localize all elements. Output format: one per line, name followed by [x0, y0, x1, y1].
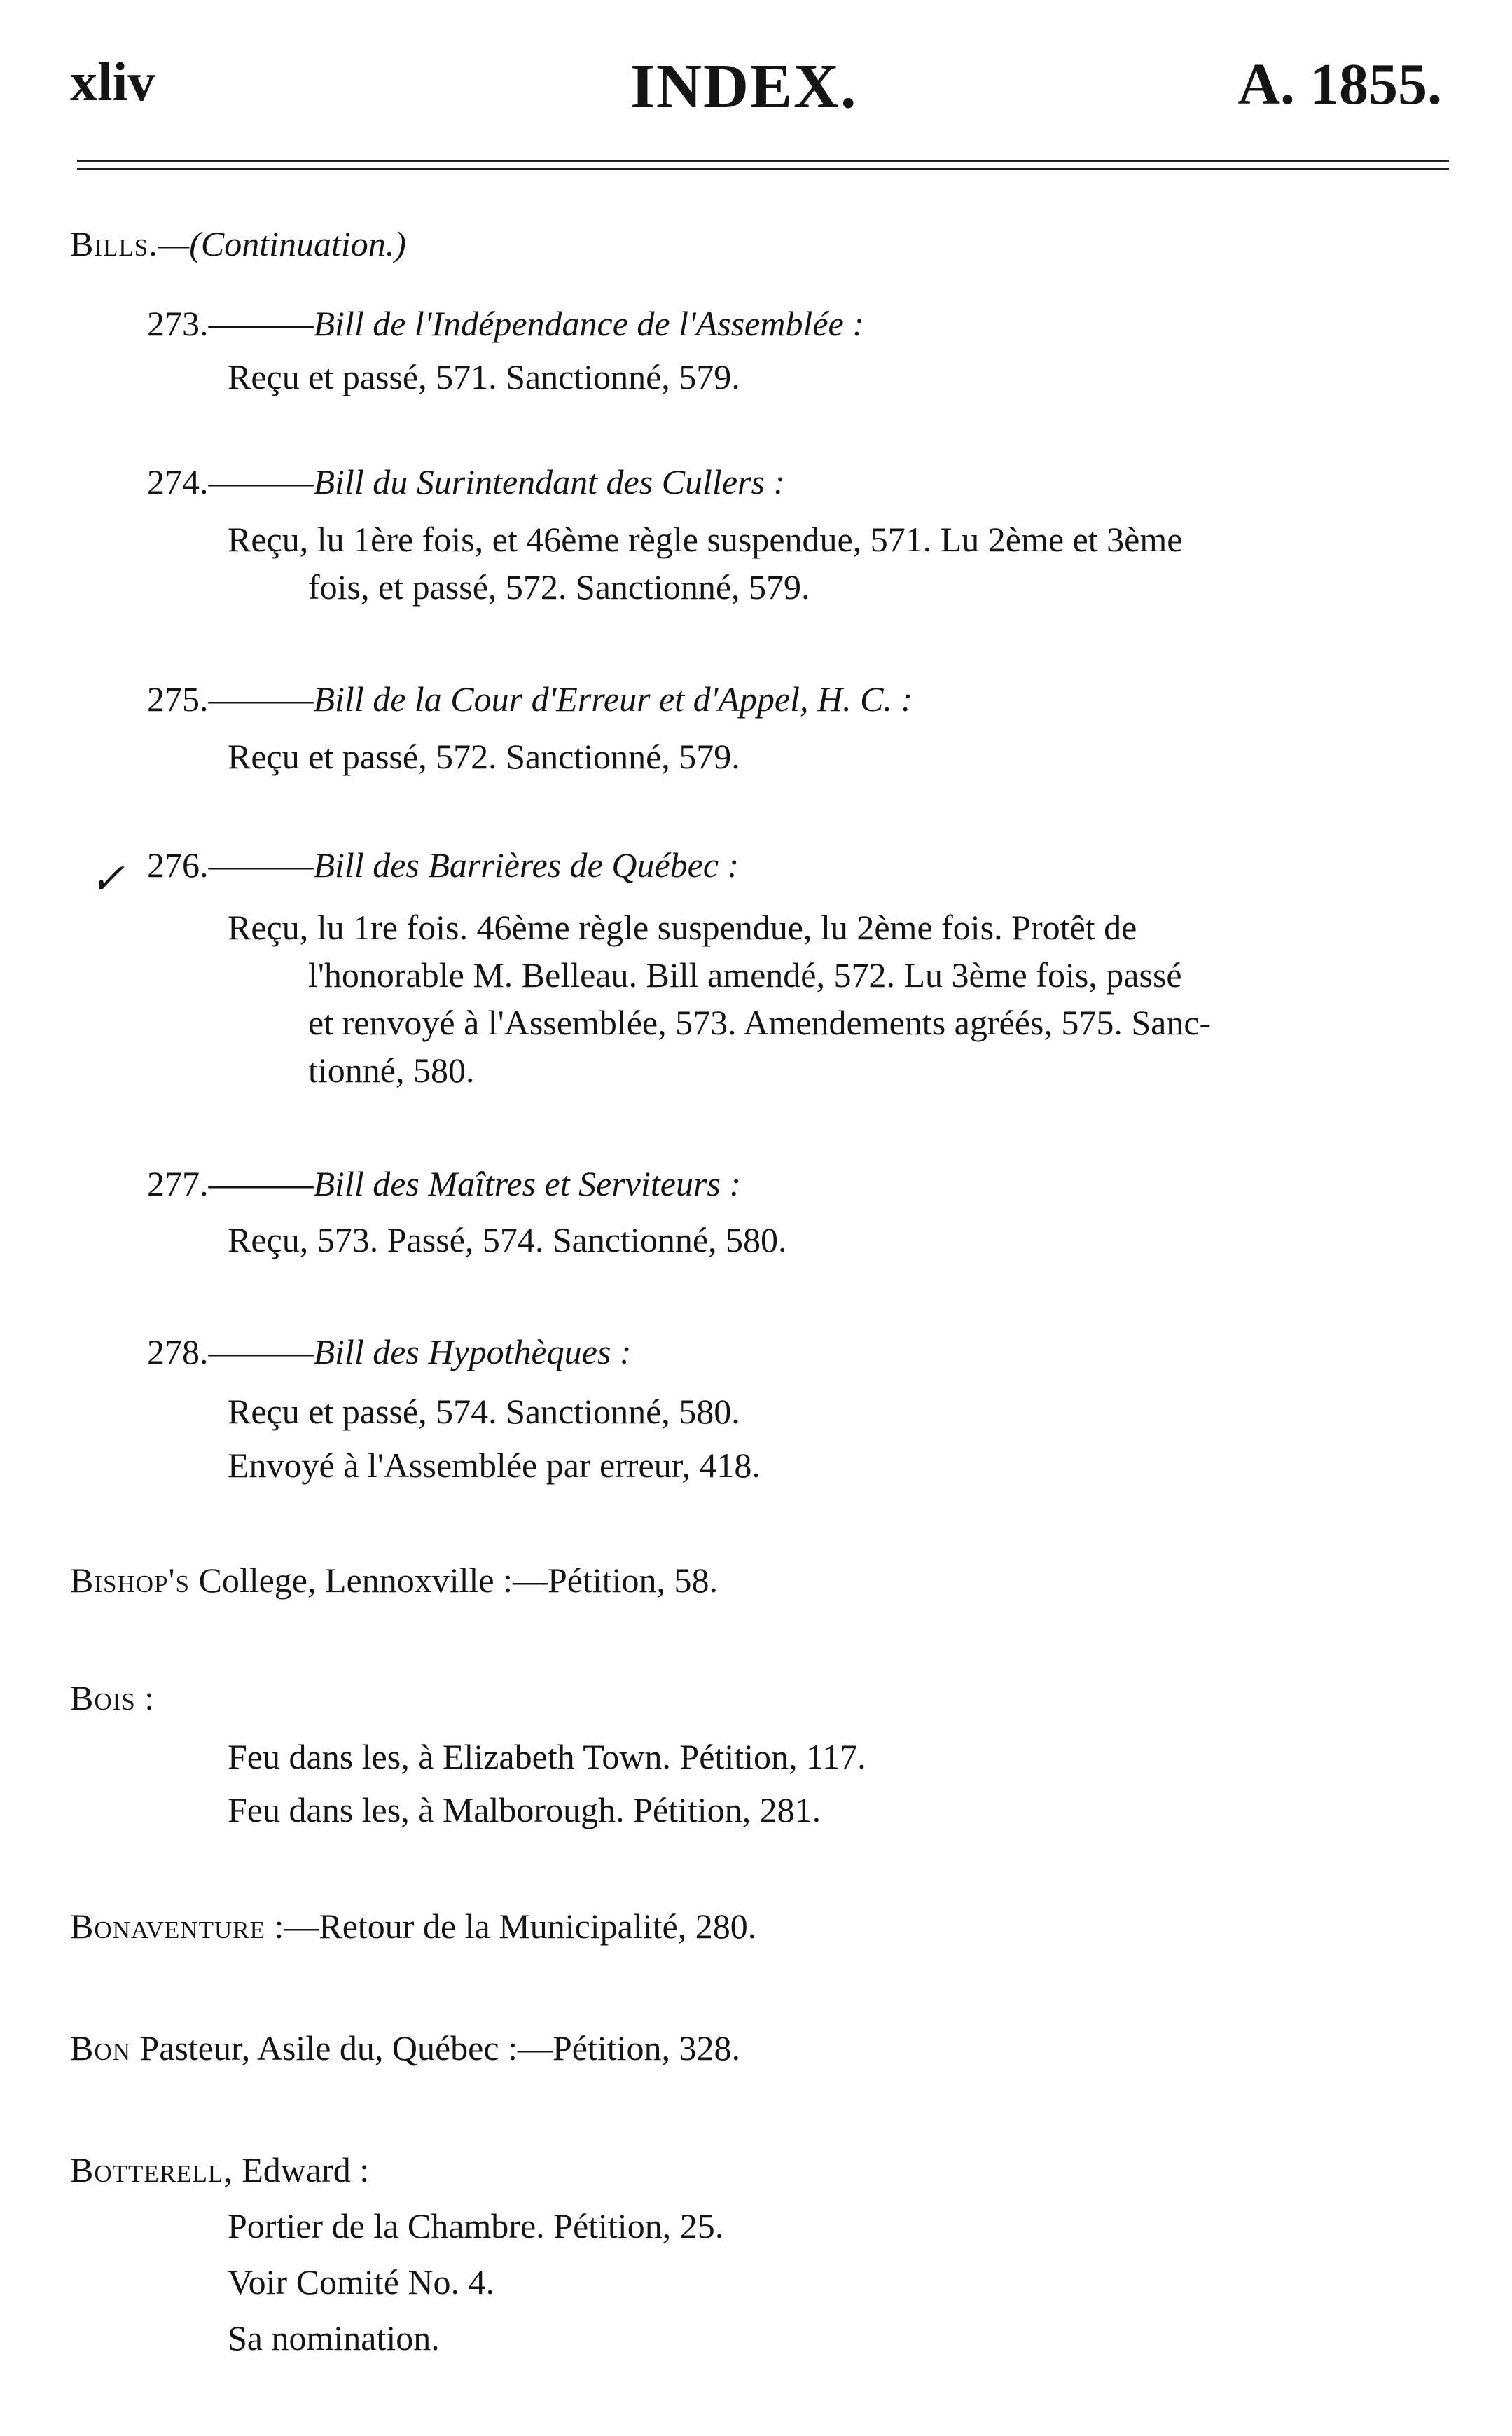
page-header [70, 50, 1449, 127]
entry-277-line: Reçu, 573. Passé, 574. Sanctionné, 580. [228, 1220, 787, 1259]
year-label: A. 1855. [1237, 52, 1442, 117]
entry-dash: ——— [208, 1164, 314, 1203]
header-rule-bottom [77, 168, 1449, 170]
heading-name: Bon [70, 2028, 131, 2068]
entry-273-title [147, 303, 864, 345]
entry-dash: ——— [208, 1332, 314, 1371]
heading-bon-pasteur [70, 2027, 740, 2069]
heading-name: Bois [70, 1678, 136, 1717]
heading-name: Bishop's [70, 1560, 190, 1600]
heading-bills [70, 223, 406, 265]
bill-title: Bill des Barrières de Québec : [313, 845, 740, 885]
heading-name: Bonaventure [70, 1906, 265, 1946]
entry-278-line: Envoyé à l'Assemblée par erreur, 418. [228, 1446, 761, 1485]
entry-278-line: Reçu et passé, 574. Sanctionné, 580. [228, 1392, 740, 1431]
entry-number: 274. [147, 462, 209, 501]
entry-276-line: l'honorable M. Belleau. Bill amendé, 572. Lu 3ème fois, passé [308, 955, 1182, 995]
bill-title: Bill du Surintendant des Cullers : [313, 462, 786, 501]
bill-title: Bill des Maîtres et Serviteurs : [313, 1164, 742, 1203]
bill-title: Bill de la Cour d'Erreur et d'Appel, H. C. : [313, 679, 913, 719]
entry-number: 273. [147, 304, 209, 343]
heading-text: :—Retour de la Municipalité, 280. [265, 1906, 757, 1946]
entry-dash: ——— [208, 679, 314, 719]
heading-text: Edward : [233, 2150, 370, 2189]
entry-number: 277. [147, 1164, 209, 1203]
heading-text: Pasteur, Asile du, Québec :—Pétition, 328. [130, 2028, 741, 2068]
entry-278-title [147, 1331, 632, 1373]
entry-274-line: Reçu, lu 1ère fois, et 46ème règle suspendue, 571. Lu 2ème et 3ème [228, 520, 1183, 559]
heading-name: Bills. [70, 224, 158, 263]
entry-273-line: Reçu et passé, 571. Sanctionné, 579. [228, 357, 740, 396]
entry-275-line: Reçu et passé, 572. Sanctionné, 579. [228, 737, 740, 776]
entry-277-title [147, 1163, 741, 1205]
entry-276-line: et renvoyé à l'Assemblée, 573. Amendements agréés, 575. Sanc- [308, 1003, 1212, 1042]
heading-text: College, Lennoxville :—Pétition, 58. [189, 1560, 719, 1600]
bois-line: Feu dans les, à Elizabeth Town. Pétition, 117. [228, 1737, 866, 1776]
heading-text: : [135, 1678, 155, 1717]
entry-number: 278. [147, 1332, 209, 1371]
entry-number: 275. [147, 679, 209, 719]
heading-bois [70, 1677, 154, 1719]
entry-274-line: fois, et passé, 572. Sanctionné, 579. [308, 567, 810, 607]
entry-276-line: tionné, 580. [308, 1051, 475, 1090]
bill-title: Bill des Hypothèques : [313, 1332, 632, 1371]
entry-276-line: Reçu, lu 1re fois. 46ème règle suspendue, lu 2ème fois. Protêt de [228, 908, 1137, 947]
page-title: INDEX. [630, 52, 858, 121]
heading-bonaventure [70, 1905, 756, 1947]
heading-botterell [70, 2149, 369, 2191]
heading-bishops-college [70, 1559, 718, 1601]
entry-dash: ——— [208, 304, 314, 343]
entry-274-title [147, 461, 785, 503]
entry-276-title [147, 844, 739, 886]
heading-name: Botterell, [70, 2150, 233, 2189]
entry-dash: ——— [208, 845, 314, 885]
bill-title: Bill de l'Indépendance de l'Assemblée : [313, 304, 864, 343]
botterell-line: Portier de la Chambre. Pétition, 25. [228, 2206, 724, 2245]
heading-continuation: —(Continuation.) [158, 224, 406, 263]
botterell-line: Voir Comité No. 4. [228, 2262, 495, 2302]
entry-275-title [147, 678, 913, 720]
check-mark: ✓ [90, 856, 125, 902]
botterell-line: Sa nomination. [228, 2318, 440, 2358]
header-rule-top [77, 160, 1449, 162]
entry-dash: ——— [208, 462, 314, 501]
entry-number: 276. [147, 845, 209, 885]
bois-line: Feu dans les, à Malborough. Pétition, 281. [228, 1790, 821, 1829]
page-number: xliv [70, 51, 155, 112]
